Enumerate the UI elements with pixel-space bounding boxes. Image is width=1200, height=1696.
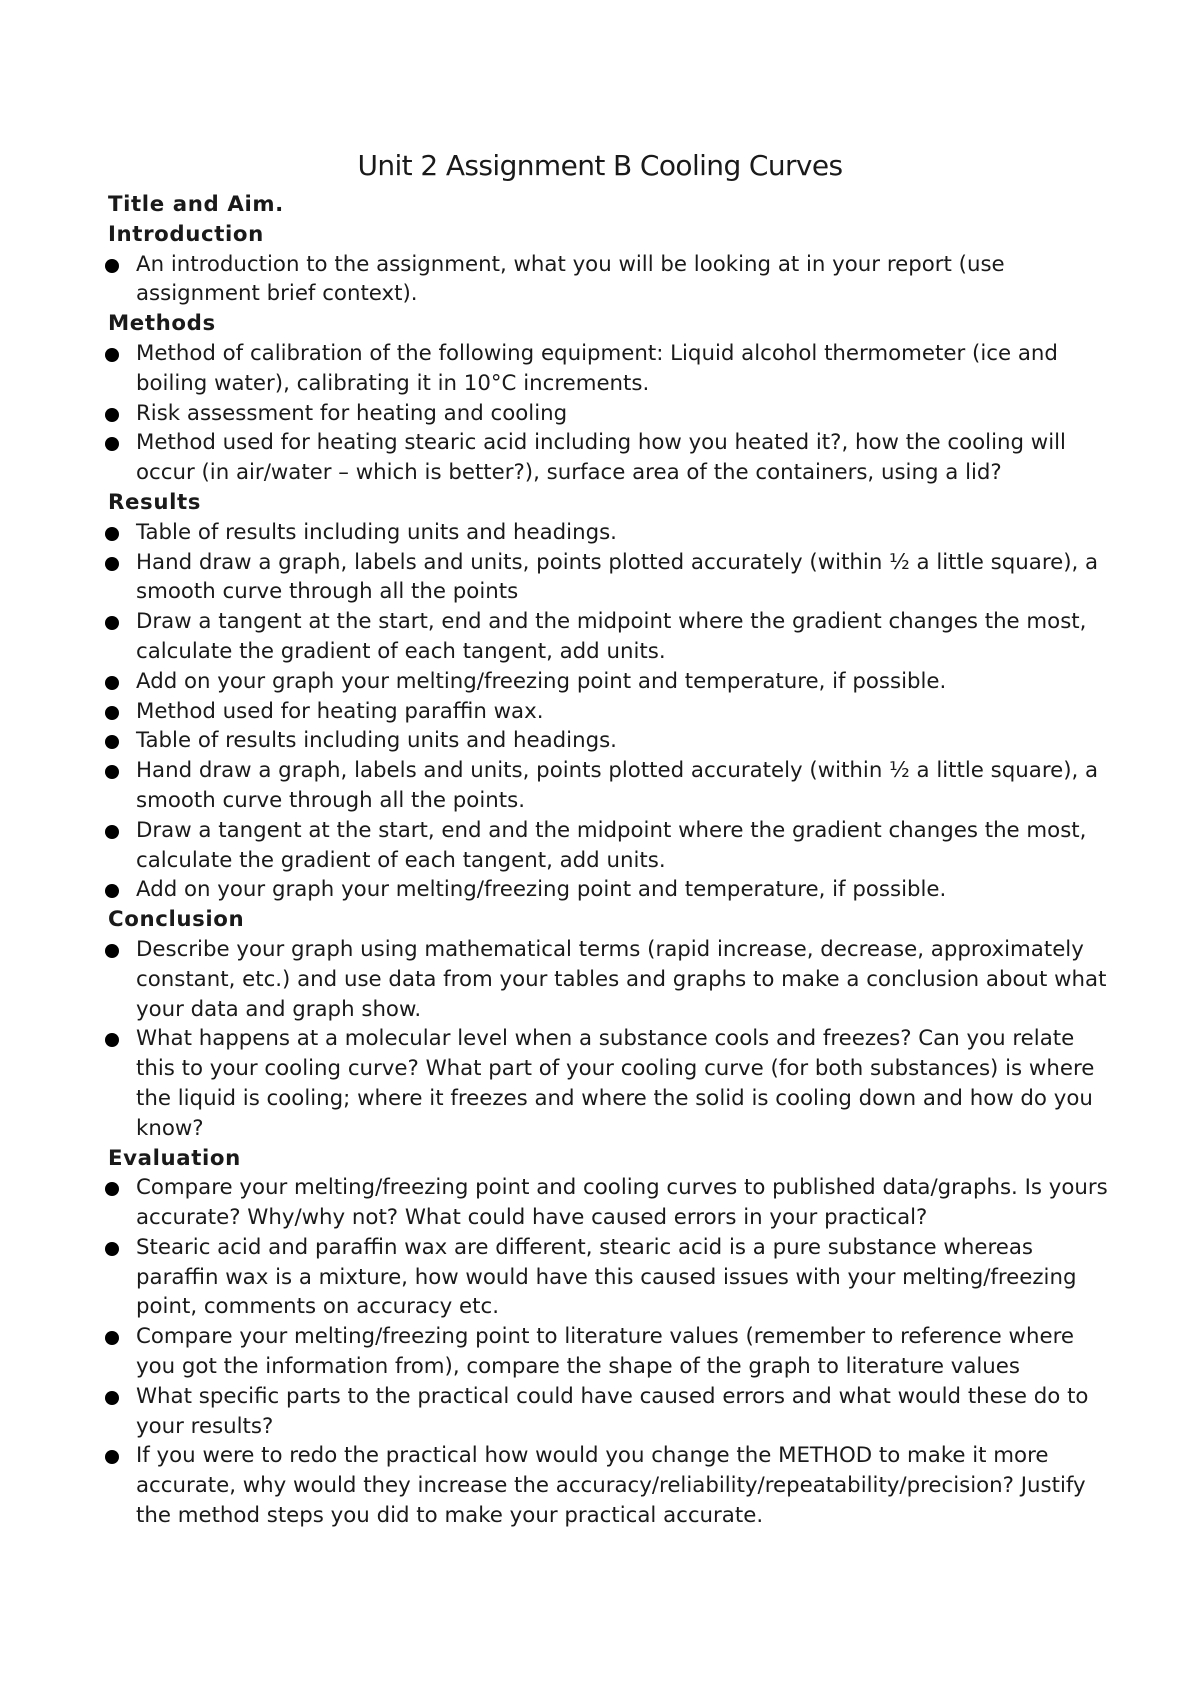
bullet-item <box>108 756 1108 816</box>
bullet-dot-icon <box>105 616 119 630</box>
section-heading: Methods <box>108 311 216 337</box>
bullet-text: Add on your graph your melting/freezing point and temperature, if possible. <box>136 877 947 903</box>
bullet-item <box>108 1322 1108 1382</box>
bullet-text: Risk assessment for heating and cooling <box>136 400 568 426</box>
document-body <box>108 190 1108 1531</box>
bullet-text: Method of calibration of the following equipment: Liquid alcohol thermometer (ice and boiling water), calibrating it in 10°C increments. <box>136 340 1058 396</box>
bullet-text: What happens at a molecular level when a substance cools and freezes? Can you relate this to your cooling curve? What part of your cooling curve (for both substances) is where the liquid is cooling; where it freezes and where the solid is cooling down and how do you know? <box>136 1026 1095 1141</box>
bullet-dot-icon <box>105 944 119 958</box>
bullet-item <box>108 816 1108 876</box>
bullet-item <box>108 1382 1108 1442</box>
bullet-list <box>108 339 1108 488</box>
bullet-text: Hand draw a graph, labels and units, points plotted accurately (within ½ a little square), a smooth curve through all the points. <box>136 758 1099 813</box>
bullet-text: Method used for heating stearic acid including how you heated it?, how the cooling will occur (in air/water – which is better?), surface area of the containers, using a lid? <box>136 430 1066 486</box>
bullet-text: What specific parts to the practical could have caused errors and what would these do to your results? <box>136 1383 1089 1439</box>
section-heading: Title and Aim. <box>108 192 284 217</box>
section-heading: Introduction <box>108 221 264 247</box>
bullet-item <box>108 667 1108 697</box>
bullet-item <box>108 428 1108 488</box>
bullet-dot-icon <box>105 1391 119 1405</box>
bullet-text: Compare your melting/freezing point to literature values (remember to reference where you got the information from), compare the shape of the graph to literature values <box>136 1324 1074 1380</box>
bullet-dot-icon <box>105 825 119 839</box>
bullet-dot-icon <box>105 527 119 541</box>
bullet-item <box>108 726 1108 756</box>
bullet-item <box>108 250 1108 310</box>
bullet-text: Hand draw a graph, labels and units, points plotted accurately (within ½ a little square), a smooth curve through all the points <box>136 549 1099 605</box>
bullet-text: Describe your graph using mathematical terms (rapid increase, decrease, approximately constant, etc.) and use data from your tables and graphs to make a conclusion about what your data and graph show. <box>136 936 1107 1022</box>
bullet-dot-icon <box>105 408 119 422</box>
bullet-item <box>108 399 1108 429</box>
section-heading: Conclusion <box>108 907 245 933</box>
bullet-item <box>108 935 1108 1024</box>
bullet-dot-icon <box>105 1182 119 1196</box>
bullet-text: Method used for heating paraffin wax. <box>136 698 544 724</box>
bullet-list <box>108 518 1108 905</box>
bullet-dot-icon <box>105 557 119 571</box>
bullet-text: Table of results including units and headings. <box>136 728 617 754</box>
bullet-list <box>108 1173 1108 1531</box>
bullet-list <box>108 935 1108 1144</box>
bullet-item <box>108 607 1108 667</box>
bullet-item <box>108 518 1108 548</box>
bullet-text: An introduction to the assignment, what you will be looking at in your report (use assignment brief context). <box>136 251 1005 307</box>
bullet-item <box>108 1024 1108 1143</box>
bullet-item <box>108 1173 1108 1233</box>
bullet-text: Stearic acid and paraffin wax are different, stearic acid is a pure substance whereas paraffin wax is a mixture, how would have this caused issues with your melting/freezing point, comments on accuracy etc. <box>136 1234 1077 1320</box>
bullet-dot-icon <box>105 1331 119 1345</box>
bullet-dot-icon <box>105 884 119 898</box>
bullet-dot-icon <box>105 259 119 273</box>
bullet-text: Table of results including units and headings. <box>136 519 617 545</box>
bullet-dot-icon <box>105 765 119 779</box>
bullet-text: Draw a tangent at the start, end and the midpoint where the gradient changes the most, calculate the gradient of each tangent, add units. <box>136 609 1087 664</box>
bullet-dot-icon <box>105 1242 119 1256</box>
bullet-item <box>108 548 1108 608</box>
bullet-item <box>108 1233 1108 1322</box>
document-title: Unit 2 Assignment B Cooling Curves <box>357 149 843 182</box>
section-heading: Results <box>108 489 202 515</box>
bullet-item <box>108 1441 1108 1530</box>
bullet-text: Add on your graph your melting/freezing point and temperature, if possible. <box>136 668 947 694</box>
bullet-dot-icon <box>105 348 119 362</box>
bullet-dot-icon <box>105 1450 119 1464</box>
bullet-dot-icon <box>105 706 119 720</box>
bullet-text: Compare your melting/freezing point and cooling curves to published data/graphs. Is yours accurate? Why/why not? What could have caused errors in your practical? <box>136 1175 1108 1231</box>
bullet-dot-icon <box>105 1033 119 1047</box>
bullet-dot-icon <box>105 735 119 749</box>
bullet-dot-icon <box>105 676 119 690</box>
section-heading: Evaluation <box>108 1145 241 1171</box>
bullet-item <box>108 697 1108 727</box>
bullet-item <box>108 875 1108 905</box>
bullet-text: Draw a tangent at the start, end and the midpoint where the gradient changes the most, calculate the gradient of each tangent, add units. <box>136 817 1087 873</box>
bullet-dot-icon <box>105 437 119 451</box>
bullet-item <box>108 339 1108 399</box>
bullet-list <box>108 250 1108 310</box>
bullet-text: If you were to redo the practical how would you change the METHOD to make it more accurate, why would they increase the accuracy/reliability/repeatability/precision? Justify the method steps you did to make your practical accurate. <box>136 1443 1086 1529</box>
